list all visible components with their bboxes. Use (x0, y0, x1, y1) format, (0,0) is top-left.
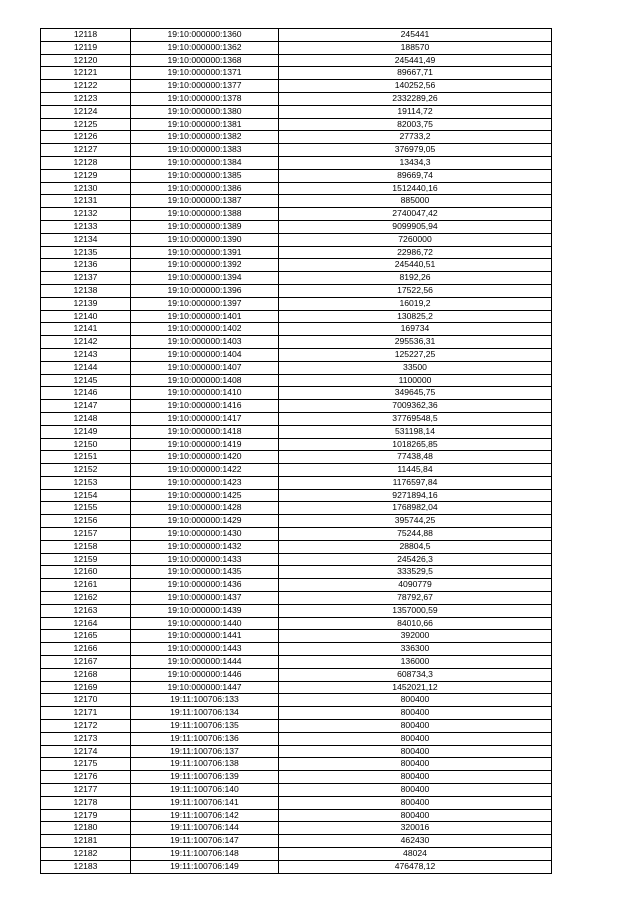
table-row (41, 860, 552, 873)
row-number-cell: 12131 (41, 195, 131, 208)
table-row (41, 451, 552, 464)
row-number-cell: 12141 (41, 323, 131, 336)
value-cell: 336300 (279, 643, 552, 656)
value-cell: 245441,49 (279, 54, 552, 67)
row-number-cell: 12182 (41, 848, 131, 861)
value-cell: 320016 (279, 822, 552, 835)
row-number-cell: 12134 (41, 233, 131, 246)
row-number-cell: 12158 (41, 540, 131, 553)
table-row (41, 438, 552, 451)
value-cell: 1176597,84 (279, 476, 552, 489)
table-row (41, 707, 552, 720)
table-row (41, 809, 552, 822)
cadastral-number-cell: 19:10:000000:1396 (131, 284, 279, 297)
value-cell: 9099905,94 (279, 220, 552, 233)
cadastral-number-cell: 19:11:100706:135 (131, 720, 279, 733)
table-row (41, 528, 552, 541)
value-cell: 78792,67 (279, 592, 552, 605)
cadastral-number-cell: 19:10:000000:1428 (131, 502, 279, 515)
table-row (41, 220, 552, 233)
row-number-cell: 12162 (41, 592, 131, 605)
cadastral-number-cell: 19:10:000000:1371 (131, 67, 279, 80)
value-cell: 800400 (279, 707, 552, 720)
value-cell: 800400 (279, 720, 552, 733)
table-row (41, 348, 552, 361)
cadastral-number-cell: 19:10:000000:1422 (131, 464, 279, 477)
table-row (41, 643, 552, 656)
row-number-cell: 12153 (41, 476, 131, 489)
table-row (41, 617, 552, 630)
cadastral-number-cell: 19:10:000000:1440 (131, 617, 279, 630)
value-cell: 37769548,5 (279, 412, 552, 425)
cadastral-number-cell: 19:10:000000:1416 (131, 400, 279, 413)
value-cell: 28804,5 (279, 540, 552, 553)
cadastral-number-cell: 19:11:100706:144 (131, 822, 279, 835)
row-number-cell: 12164 (41, 617, 131, 630)
cadastral-number-cell: 19:10:000000:1447 (131, 681, 279, 694)
table-row (41, 169, 552, 182)
table-row (41, 80, 552, 93)
value-cell: 2740047,42 (279, 208, 552, 221)
row-number-cell: 12170 (41, 694, 131, 707)
value-cell: 800400 (279, 732, 552, 745)
cadastral-number-cell: 19:10:000000:1443 (131, 643, 279, 656)
cadastral-number-cell: 19:10:000000:1420 (131, 451, 279, 464)
cadastral-number-cell: 19:10:000000:1439 (131, 604, 279, 617)
cadastral-number-cell: 19:10:000000:1419 (131, 438, 279, 451)
table-row (41, 579, 552, 592)
table-row (41, 29, 552, 42)
value-cell: 395744,25 (279, 515, 552, 528)
table-row (41, 54, 552, 67)
row-number-cell: 12118 (41, 29, 131, 42)
value-cell: 800400 (279, 796, 552, 809)
row-number-cell: 12150 (41, 438, 131, 451)
value-cell: 1768982,04 (279, 502, 552, 515)
row-number-cell: 12173 (41, 732, 131, 745)
row-number-cell: 12179 (41, 809, 131, 822)
row-number-cell: 12121 (41, 67, 131, 80)
cadastral-number-cell: 19:10:000000:1385 (131, 169, 279, 182)
cadastral-number-cell: 19:10:000000:1429 (131, 515, 279, 528)
row-number-cell: 12167 (41, 656, 131, 669)
cadastral-number-cell: 19:10:000000:1408 (131, 374, 279, 387)
table-row (41, 515, 552, 528)
value-cell: 1452021,12 (279, 681, 552, 694)
value-cell: 349645,75 (279, 387, 552, 400)
table-row (41, 784, 552, 797)
row-number-cell: 12177 (41, 784, 131, 797)
row-number-cell: 12138 (41, 284, 131, 297)
row-number-cell: 12175 (41, 758, 131, 771)
cadastral-number-cell: 19:11:100706:142 (131, 809, 279, 822)
table-row (41, 297, 552, 310)
table-row (41, 246, 552, 259)
cadastral-number-cell: 19:10:000000:1360 (131, 29, 279, 42)
table-row (41, 259, 552, 272)
cadastral-number-cell: 19:11:100706:137 (131, 745, 279, 758)
row-number-cell: 12174 (41, 745, 131, 758)
row-number-cell: 12145 (41, 374, 131, 387)
cadastral-number-cell: 19:10:000000:1392 (131, 259, 279, 272)
table-row (41, 144, 552, 157)
cadastral-number-cell: 19:11:100706:134 (131, 707, 279, 720)
table-row (41, 732, 552, 745)
value-cell: 800400 (279, 771, 552, 784)
row-number-cell: 12144 (41, 361, 131, 374)
cadastral-number-cell: 19:10:000000:1386 (131, 182, 279, 195)
cadastral-number-cell: 19:10:000000:1441 (131, 630, 279, 643)
value-cell: 169734 (279, 323, 552, 336)
row-number-cell: 12147 (41, 400, 131, 413)
table-row (41, 464, 552, 477)
value-cell: 885000 (279, 195, 552, 208)
value-cell: 17522,56 (279, 284, 552, 297)
value-cell: 1100000 (279, 374, 552, 387)
value-cell: 800400 (279, 694, 552, 707)
value-cell: 75244,88 (279, 528, 552, 541)
row-number-cell: 12137 (41, 272, 131, 285)
table-row (41, 374, 552, 387)
value-cell: 27733,2 (279, 131, 552, 144)
row-number-cell: 12178 (41, 796, 131, 809)
cadastral-number-cell: 19:10:000000:1402 (131, 323, 279, 336)
row-number-cell: 12168 (41, 668, 131, 681)
row-number-cell: 12130 (41, 182, 131, 195)
table-row (41, 848, 552, 861)
row-number-cell: 12133 (41, 220, 131, 233)
value-cell: 13434,3 (279, 156, 552, 169)
row-number-cell: 12135 (41, 246, 131, 259)
cadastral-number-cell: 19:10:000000:1407 (131, 361, 279, 374)
table-row (41, 336, 552, 349)
cadastral-number-cell: 19:11:100706:140 (131, 784, 279, 797)
cadastral-number-cell: 19:10:000000:1437 (131, 592, 279, 605)
row-number-cell: 12180 (41, 822, 131, 835)
value-cell: 376979,05 (279, 144, 552, 157)
value-cell: 1357000,59 (279, 604, 552, 617)
cadastral-number-cell: 19:10:000000:1384 (131, 156, 279, 169)
cadastral-number-cell: 19:10:000000:1410 (131, 387, 279, 400)
row-number-cell: 12152 (41, 464, 131, 477)
table-row (41, 476, 552, 489)
row-number-cell: 12143 (41, 348, 131, 361)
row-number-cell: 12172 (41, 720, 131, 733)
table-row (41, 489, 552, 502)
table-row (41, 310, 552, 323)
table-row (41, 771, 552, 784)
table-row (41, 400, 552, 413)
value-cell: 531198,14 (279, 425, 552, 438)
value-cell: 7260000 (279, 233, 552, 246)
cadastral-number-cell: 19:10:000000:1368 (131, 54, 279, 67)
table-row (41, 566, 552, 579)
table-row (41, 284, 552, 297)
table-row (41, 92, 552, 105)
cadastral-number-cell: 19:10:000000:1383 (131, 144, 279, 157)
row-number-cell: 12163 (41, 604, 131, 617)
row-number-cell: 12119 (41, 41, 131, 54)
value-cell: 476478,12 (279, 860, 552, 873)
row-number-cell: 12127 (41, 144, 131, 157)
value-cell: 19114,72 (279, 105, 552, 118)
cadastral-number-cell: 19:10:000000:1404 (131, 348, 279, 361)
cadastral-number-cell: 19:11:100706:141 (131, 796, 279, 809)
row-number-cell: 12149 (41, 425, 131, 438)
row-number-cell: 12120 (41, 54, 131, 67)
value-cell: 1512440,16 (279, 182, 552, 195)
value-cell: 7009362,36 (279, 400, 552, 413)
table-row (41, 694, 552, 707)
cadastral-number-cell: 19:11:100706:136 (131, 732, 279, 745)
table-row (41, 131, 552, 144)
value-cell: 4090779 (279, 579, 552, 592)
row-number-cell: 12146 (41, 387, 131, 400)
table-row (41, 553, 552, 566)
table-row (41, 41, 552, 54)
cadastral-number-cell: 19:11:100706:149 (131, 860, 279, 873)
row-number-cell: 12139 (41, 297, 131, 310)
row-number-cell: 12181 (41, 835, 131, 848)
table-row (41, 656, 552, 669)
row-number-cell: 12123 (41, 92, 131, 105)
table-row (41, 361, 552, 374)
cadastral-number-cell: 19:10:000000:1381 (131, 118, 279, 131)
value-cell: 9271894,16 (279, 489, 552, 502)
row-number-cell: 12183 (41, 860, 131, 873)
row-number-cell: 12128 (41, 156, 131, 169)
value-cell: 89667,71 (279, 67, 552, 80)
row-number-cell: 12126 (41, 131, 131, 144)
table-row (41, 540, 552, 553)
value-cell: 800400 (279, 745, 552, 758)
table-row (41, 668, 552, 681)
row-number-cell: 12122 (41, 80, 131, 93)
row-number-cell: 12166 (41, 643, 131, 656)
cadastral-number-cell: 19:10:000000:1444 (131, 656, 279, 669)
table-row (41, 796, 552, 809)
value-cell: 800400 (279, 809, 552, 822)
row-number-cell: 12140 (41, 310, 131, 323)
cadastral-number-cell: 19:10:000000:1435 (131, 566, 279, 579)
table-row (41, 208, 552, 221)
value-cell: 392000 (279, 630, 552, 643)
table-row (41, 835, 552, 848)
cadastral-number-cell: 19:10:000000:1388 (131, 208, 279, 221)
cadastral-number-cell: 19:11:100706:139 (131, 771, 279, 784)
row-number-cell: 12156 (41, 515, 131, 528)
cadastral-number-cell: 19:11:100706:148 (131, 848, 279, 861)
value-cell: 1018265,85 (279, 438, 552, 451)
cadastral-number-cell: 19:10:000000:1389 (131, 220, 279, 233)
row-number-cell: 12129 (41, 169, 131, 182)
cadastral-number-cell: 19:11:100706:147 (131, 835, 279, 848)
table-row (41, 720, 552, 733)
table-row (41, 105, 552, 118)
cadastral-number-cell: 19:10:000000:1446 (131, 668, 279, 681)
table-row (41, 387, 552, 400)
row-number-cell: 12142 (41, 336, 131, 349)
value-cell: 245426,3 (279, 553, 552, 566)
table-row (41, 195, 552, 208)
value-cell: 188570 (279, 41, 552, 54)
cadastral-number-cell: 19:10:000000:1418 (131, 425, 279, 438)
row-number-cell: 12159 (41, 553, 131, 566)
value-cell: 22986,72 (279, 246, 552, 259)
table-row (41, 758, 552, 771)
value-cell: 2332289,26 (279, 92, 552, 105)
value-cell: 333529,5 (279, 566, 552, 579)
value-cell: 608734,3 (279, 668, 552, 681)
row-number-cell: 12124 (41, 105, 131, 118)
row-number-cell: 12136 (41, 259, 131, 272)
row-number-cell: 12161 (41, 579, 131, 592)
row-number-cell: 12148 (41, 412, 131, 425)
value-cell: 245440,51 (279, 259, 552, 272)
table-row (41, 67, 552, 80)
value-cell: 245441 (279, 29, 552, 42)
table-row (41, 233, 552, 246)
row-number-cell: 12176 (41, 771, 131, 784)
cadastral-number-cell: 19:10:000000:1436 (131, 579, 279, 592)
row-number-cell: 12154 (41, 489, 131, 502)
value-cell: 800400 (279, 758, 552, 771)
row-number-cell: 12169 (41, 681, 131, 694)
table-row (41, 630, 552, 643)
value-cell: 462430 (279, 835, 552, 848)
cadastral-number-cell: 19:11:100706:133 (131, 694, 279, 707)
table-row (41, 592, 552, 605)
table-row (41, 118, 552, 131)
cadastral-number-cell: 19:10:000000:1382 (131, 131, 279, 144)
cadastral-number-cell: 19:10:000000:1390 (131, 233, 279, 246)
table-row (41, 182, 552, 195)
row-number-cell: 12165 (41, 630, 131, 643)
cadastral-number-cell: 19:10:000000:1362 (131, 41, 279, 54)
value-cell: 11445,84 (279, 464, 552, 477)
cadastral-number-cell: 19:10:000000:1387 (131, 195, 279, 208)
cadastral-number-cell: 19:10:000000:1403 (131, 336, 279, 349)
row-number-cell: 12125 (41, 118, 131, 131)
table-row (41, 822, 552, 835)
table-row (41, 425, 552, 438)
cadastral-number-cell: 19:10:000000:1378 (131, 92, 279, 105)
data-table (40, 28, 552, 874)
table-row (41, 604, 552, 617)
row-number-cell: 12132 (41, 208, 131, 221)
cadastral-number-cell: 19:10:000000:1377 (131, 80, 279, 93)
cadastral-number-cell: 19:10:000000:1425 (131, 489, 279, 502)
cadastral-number-cell: 19:10:000000:1423 (131, 476, 279, 489)
cadastral-number-cell: 19:10:000000:1394 (131, 272, 279, 285)
value-cell: 82003,75 (279, 118, 552, 131)
value-cell: 295536,31 (279, 336, 552, 349)
table-row (41, 745, 552, 758)
value-cell: 800400 (279, 784, 552, 797)
value-cell: 8192,26 (279, 272, 552, 285)
row-number-cell: 12155 (41, 502, 131, 515)
cadastral-number-cell: 19:10:000000:1380 (131, 105, 279, 118)
value-cell: 84010,66 (279, 617, 552, 630)
cadastral-number-cell: 19:11:100706:138 (131, 758, 279, 771)
row-number-cell: 12171 (41, 707, 131, 720)
table-row (41, 502, 552, 515)
row-number-cell: 12157 (41, 528, 131, 541)
row-number-cell: 12160 (41, 566, 131, 579)
table-row (41, 681, 552, 694)
cadastral-number-cell: 19:10:000000:1397 (131, 297, 279, 310)
table-body (41, 29, 552, 874)
value-cell: 48024 (279, 848, 552, 861)
value-cell: 130825,2 (279, 310, 552, 323)
value-cell: 77438,48 (279, 451, 552, 464)
table-row (41, 412, 552, 425)
cadastral-number-cell: 19:10:000000:1391 (131, 246, 279, 259)
row-number-cell: 12151 (41, 451, 131, 464)
table-row (41, 156, 552, 169)
value-cell: 16019,2 (279, 297, 552, 310)
cadastral-number-cell: 19:10:000000:1417 (131, 412, 279, 425)
value-cell: 136000 (279, 656, 552, 669)
value-cell: 89669,74 (279, 169, 552, 182)
cadastral-number-cell: 19:10:000000:1401 (131, 310, 279, 323)
value-cell: 125227,25 (279, 348, 552, 361)
cadastral-number-cell: 19:10:000000:1430 (131, 528, 279, 541)
value-cell: 33500 (279, 361, 552, 374)
cadastral-number-cell: 19:10:000000:1432 (131, 540, 279, 553)
value-cell: 140252,56 (279, 80, 552, 93)
cadastral-number-cell: 19:10:000000:1433 (131, 553, 279, 566)
table-row (41, 323, 552, 336)
table-row (41, 272, 552, 285)
